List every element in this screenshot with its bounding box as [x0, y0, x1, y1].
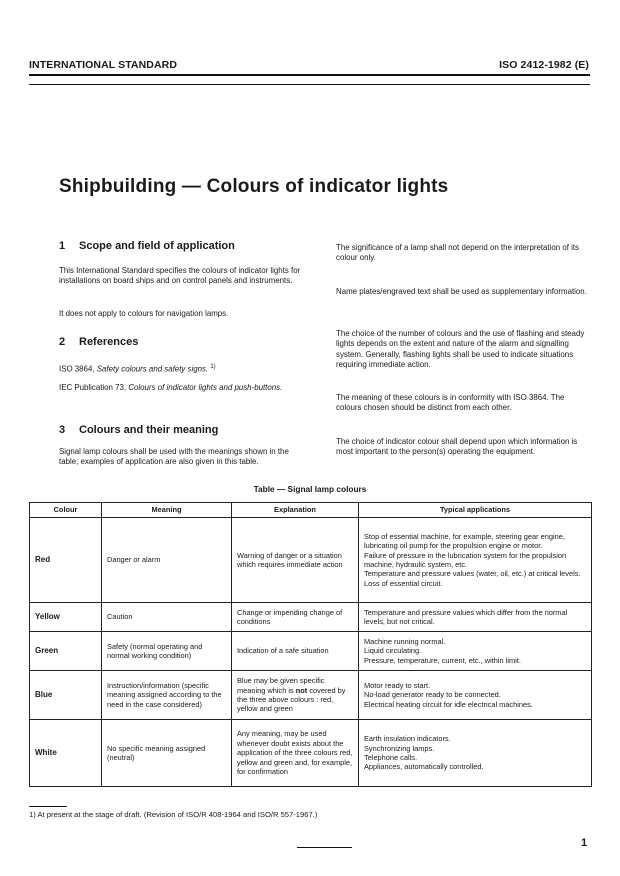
standard-type-label: INTERNATIONAL STANDARD	[29, 59, 178, 71]
right-paragraph-3: The choice of the number of colours and the use of flashing and steady lights depends on the extent and nature of the alarm and signalling system. Generally, flashing lights shall be used to indicate situations requiring immediate action.	[336, 329, 585, 369]
application-line: Telephone calls.	[364, 753, 418, 762]
table-row-green	[30, 632, 592, 671]
application-line: Earth insulation indicators.	[364, 734, 451, 744]
reference-iso-3864: ISO 3864, Safety colours and safety signs. $^{1)}$	[59, 364, 216, 374]
applications-cell	[359, 632, 592, 671]
header-rule-thin	[29, 84, 590, 85]
colour-cell: Green	[30, 632, 102, 671]
meaning-cell: Danger or alarm	[102, 518, 232, 603]
document-title: Shipbuilding — Colours of indicator lights	[59, 176, 449, 197]
right-paragraph-2: Name plates/engraved text shall be used as supplementary information.	[336, 287, 587, 296]
application-line: Appliances, automatically controlled.	[364, 762, 484, 772]
application-line: Liquid circulating.	[364, 646, 422, 656]
application-line: Motor ready to start.	[364, 680, 431, 690]
table-row-yellow	[30, 603, 592, 632]
application-line: Temperature and pressure values (water, oil, etc.) at critical levels.	[364, 569, 581, 579]
right-paragraph-4: The meaning of these colours is in conformity with ISO 3864. The colours chosen should be distinct from each other.	[336, 393, 565, 413]
page-number: 1	[581, 837, 588, 849]
applications-cell	[359, 720, 592, 787]
right-paragraph-1: The significance of a lamp shall not depend on the interpretation of its colour only.	[336, 243, 580, 263]
section-1-paragraph-2: It does not apply to colours for navigation lamps.	[59, 309, 229, 318]
table-header-row	[30, 503, 592, 518]
application-line: Electrical heating circuit for idle electrical machines.	[364, 699, 533, 709]
footnote-rule	[29, 806, 67, 807]
section-3-heading: 3 Colours and their meaning	[59, 424, 219, 436]
table-row-red	[30, 518, 592, 603]
explanation-cell: Any meaning, may be used whenever doubt exists about the application of the three colours red, yellow and green and, for example, for confirmation	[232, 720, 359, 787]
application-line: Failure of pressure in the lubrication system for the propulsion machine, hydraulic system, etc.	[364, 550, 567, 569]
table-row-white	[30, 720, 592, 787]
footnote: 1) At present at the stage of draft. (Revision of ISO/R 408-1964 and ISO/R 557-1967.)	[29, 810, 318, 819]
explanation-cell: Warning of danger or a situation which requires immediate action	[232, 518, 359, 603]
application-line: No-load generator ready to be connected.	[364, 690, 501, 700]
section-1-heading: 1 Scope and field of application	[59, 240, 235, 252]
meaning-cell: Caution	[102, 603, 232, 632]
column-header-applications: Typical applications	[359, 503, 592, 518]
table-row-blue	[30, 671, 592, 720]
colour-cell: White	[30, 720, 102, 787]
standard-number-label: ISO 2412-1982 (E)	[499, 59, 589, 71]
column-header-colour: Colour	[30, 503, 102, 518]
column-header-meaning: Meaning	[102, 503, 232, 518]
colour-cell: Red	[30, 518, 102, 603]
colour-cell: Blue	[30, 671, 102, 720]
applications-cell	[359, 671, 592, 720]
page-bottom-rule	[297, 847, 352, 848]
applications-cell	[359, 518, 592, 603]
header-rule	[29, 74, 590, 76]
application-line: Machine running normal.	[364, 636, 446, 646]
section-3-paragraph-1: Signal lamp colours shall be used with the meanings shown in the table; examples of application are also given in this table.	[59, 447, 289, 467]
section-2-heading: 2 References	[59, 336, 139, 348]
meaning-cell: No specific meaning assigned (neutral)	[102, 720, 232, 787]
explanation-cell: Change or impending change of conditions	[232, 603, 359, 632]
reference-iec-73: IEC Publication 73, Colours of indicator lights and push-buttons.	[59, 383, 283, 392]
explanation-cell: Indication of a safe situation	[232, 632, 359, 671]
application-line: Synchronizing lamps.	[364, 743, 435, 753]
application-line: Loss of essential circuit.	[364, 578, 443, 588]
colour-cell: Yellow	[30, 603, 102, 632]
table-caption: Table — Signal lamp colours	[253, 484, 367, 494]
section-1-paragraph-1: This International Standard specifies the colours of indicator lights for installations on board ships and on control panels and instruments.	[59, 266, 301, 286]
meaning-cell: Instruction/information (specific meaning assigned according to the need in the case considered)	[102, 671, 232, 720]
application-line: Pressure, temperature, current, etc., within limit.	[364, 655, 521, 665]
meaning-cell: Safety (normal operating and normal working condition)	[102, 632, 232, 671]
column-header-explanation: Explanation	[232, 503, 359, 518]
signal-lamp-colours-table	[29, 502, 592, 787]
right-paragraph-5: The choice of indicator colour shall depend upon which information is most important to the person(s) operating the equipment.	[336, 437, 578, 457]
applications-cell: Temperature and pressure values which differ from the normal levels, but not critical.	[359, 603, 592, 632]
application-line: Stop of essential machine, for example, steering gear engine, lubricating oil pump for the propulsion engine or motor.	[364, 531, 565, 551]
explanation-cell: Blue may be given specific meaning which is not covered by the three above colours : red, yellow and green	[232, 671, 359, 720]
